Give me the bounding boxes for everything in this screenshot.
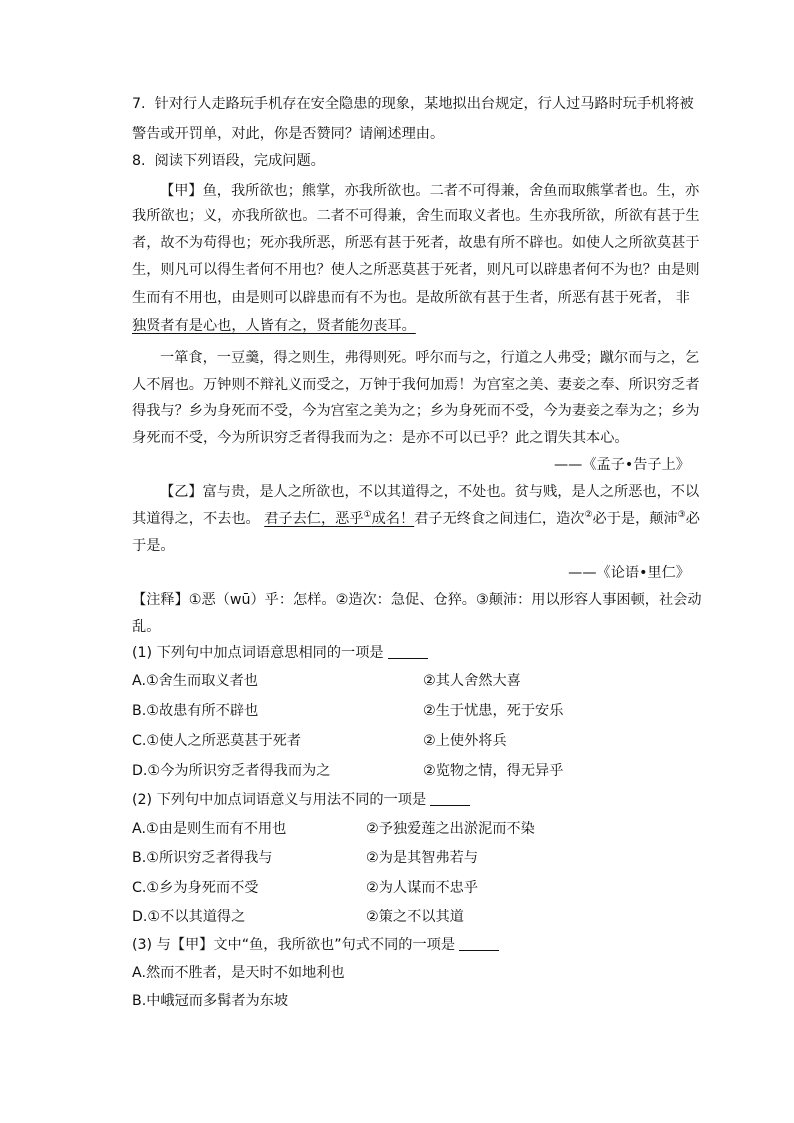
yi-line-2-end: 君子无终食之间违仁，造次②必于是，颠沛③必 bbox=[414, 510, 700, 527]
sub1-option-d-2: ②览物之情，得无异乎 bbox=[423, 763, 564, 779]
sub3-option-b: B.中峨冠而多髯者为东坡 bbox=[132, 993, 289, 1009]
jia-line-1: 【甲】鱼，我所欲也；熊掌，亦我所欲也。二者不可得兼，舍鱼而取熊掌者也。生，亦 bbox=[160, 183, 700, 199]
sub1-option-b-2: ②生于忧患，死于安乐 bbox=[423, 703, 564, 719]
q8-intro bbox=[132, 150, 690, 172]
sub2-option-b-2: ②为是其智弗若与 bbox=[366, 850, 479, 866]
q7-number: 7. bbox=[132, 96, 146, 112]
jia-line-2: 我所欲也；义，亦我所欲也。二者不可得兼，舍生而取义者也。生亦我所欲，所欲有甚于生 bbox=[132, 208, 700, 224]
q7-line-1 bbox=[132, 93, 694, 115]
sub1-option-b-1: B.①故患有所不辟也 bbox=[132, 703, 259, 719]
jia-line-4: 生，则凡可以得生者何不用也？使人之所恶莫甚于死者，则凡可以辟患者何不为也？由是则 bbox=[132, 262, 700, 278]
answer-blank[interactable] bbox=[430, 791, 470, 806]
sub1-option-c-1: C.①使人之所恶莫甚于死者 bbox=[132, 733, 302, 749]
sub2-option-d-1: D.①不以其道得之 bbox=[132, 909, 246, 925]
jia-source: ——《孟子•告子上》 bbox=[553, 457, 690, 473]
yi-line-2 bbox=[132, 508, 700, 530]
jia-line-3: 者，故不为苟得也；死亦我所恶，所恶有甚于死者，故患有所不辟也。如使人之所欲莫甚于 bbox=[132, 235, 700, 251]
jia2-line-2: 人不屑也。万钟则不辩礼义而受之，万钟于我何加焉！为宫室之美、妻妾之奉、所识穷乏者 bbox=[132, 377, 700, 393]
sub2-option-c-1: C.①乡为身死而不受 bbox=[132, 880, 259, 896]
jia2-line-1: 一箪食，一豆羹，得之则生，弗得则死。呼尔而与之，行道之人弗受；蹴尔而与之，乞 bbox=[160, 350, 700, 366]
sub1-option-d-1: D.①今为所识穷乏者得我而为之 bbox=[132, 763, 331, 779]
yi-underlined-sentence: 君子去仁，恶乎①成名！ bbox=[264, 510, 415, 527]
sub2-option-c-2: ②为人谋而不忠乎 bbox=[366, 880, 479, 896]
jia2-line-3: 得我与？乡为身死而不受，今为宫室之美为之；乡为身死而不受，今为妻妾之奉为之；乡为 bbox=[132, 403, 700, 419]
sub1-option-c-2: ②上使外将兵 bbox=[423, 733, 507, 749]
jia-line-5: 生而有不用也，由是则可以辟患而有不为也。是故所欲有甚于生者，所恶有甚于死者， 非 bbox=[132, 290, 690, 306]
q7-text: 针对行人走路玩手机存在安全隐患的现象，某地拟出台规定，行人过马路时玩手机将被 bbox=[154, 96, 694, 112]
sub1-stem-text: (1) 下列句中加点词语意思相同的一项是 bbox=[132, 645, 384, 661]
sub1-option-a-1: A.①舍生而取义者也 bbox=[132, 673, 258, 689]
sub3-stem bbox=[132, 934, 690, 956]
jia-line-6-underlined: 独贤者有是心也，人皆有之，贤者能勿丧耳。 bbox=[132, 318, 416, 334]
yi-line-3: 于是。 bbox=[132, 538, 175, 554]
sub2-option-d-2: ②策之不以其道 bbox=[366, 909, 464, 925]
sub3-stem-text: (3) 与【甲】文中“鱼，我所欲也”句式不同的一项是 bbox=[132, 937, 456, 953]
sub2-stem-text: (2) 下列句中加点词语意义与用法不同的一项是 bbox=[132, 792, 427, 808]
sub1-stem bbox=[132, 642, 690, 664]
notes-line-1: 【注释】①恶（wū）乎：怎样。②造次：急促、仓猝。③颠沛：用以形容人事困顿，社会动 bbox=[132, 592, 702, 608]
notes-line-2: 乱。 bbox=[132, 619, 161, 635]
q8-intro-text: 阅读下列语段，完成问题。 bbox=[154, 153, 325, 169]
answer-blank[interactable] bbox=[459, 936, 499, 951]
sub2-option-a-2: ②予独爱莲之出淤泥而不染 bbox=[366, 821, 535, 837]
sub2-option-a-1: A.①由是则生而有不用也 bbox=[132, 821, 287, 837]
jia2-line-4: 身死而不受，今为所识穷乏者得我而为之：是亦不可以已乎？此之谓失其本心。 bbox=[132, 430, 629, 446]
sub2-option-b-1: B.①所识穷乏者得我与 bbox=[132, 850, 273, 866]
answer-blank[interactable] bbox=[388, 644, 428, 659]
sub1-option-a-2: ②其人舍然大喜 bbox=[423, 673, 521, 689]
yi-line-2-start: 其道得之，不去也。 bbox=[132, 511, 265, 527]
sub3-option-a: A.然而不胜者，是天时不如地利也 bbox=[132, 965, 345, 981]
q8-number: 8. bbox=[132, 153, 146, 169]
yi-line-1: 【乙】富与贵，是人之所欲也，不以其道得之，不处也。贫与贱，是人之所恶也，不以 bbox=[160, 484, 700, 500]
sub2-stem bbox=[132, 789, 690, 811]
yi-source: ——《论语•里仁》 bbox=[568, 565, 690, 581]
q7-line-2: 警告或开罚单，对此，你是否赞同？请阐述理由。 bbox=[132, 126, 445, 142]
